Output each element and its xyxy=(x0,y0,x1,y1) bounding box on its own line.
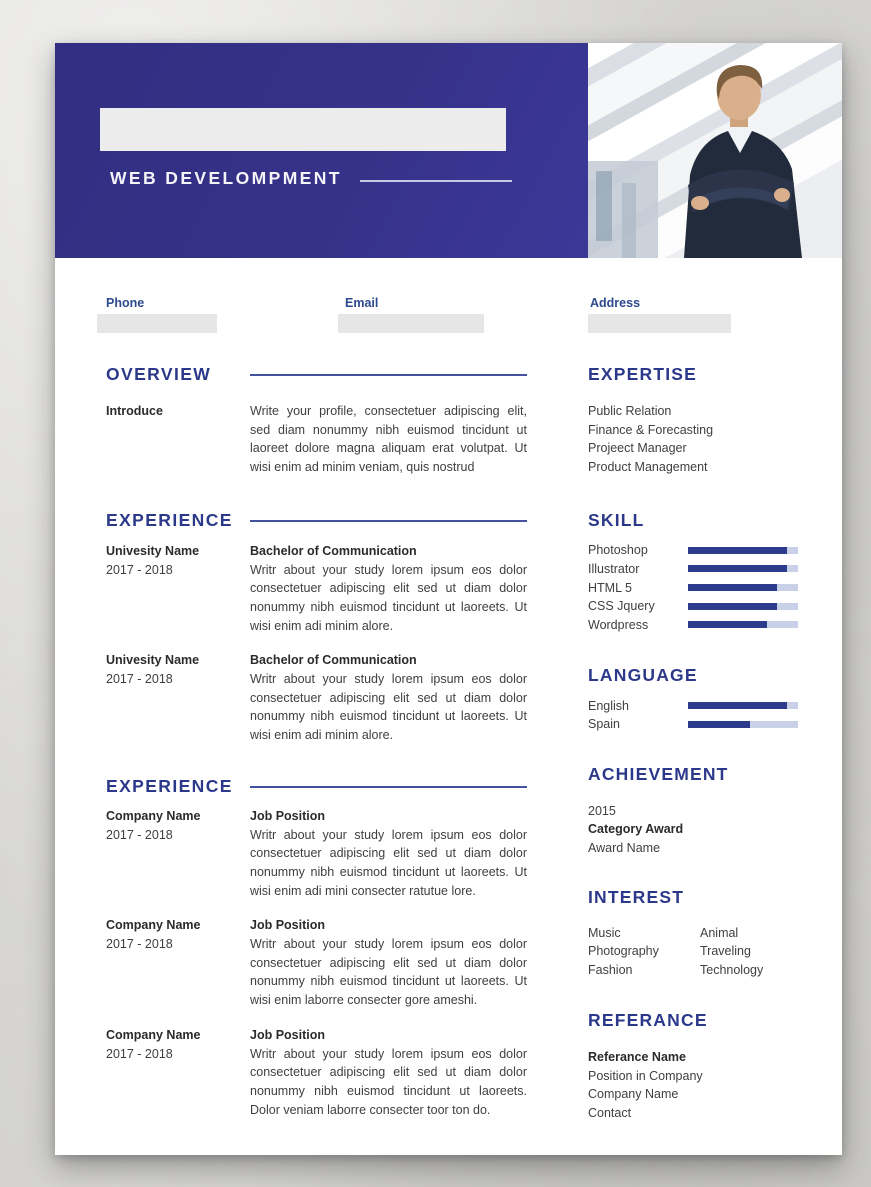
overview-text: Write your profile, consectetuer adipiscing elit, sed diam nonummy nibh euismod tincidunt ut laoreet dolore magna aliquam erat volutpat. Ut wisi enim ad minim veniam, quis nostrud xyxy=(250,404,527,475)
language-bar xyxy=(688,721,798,728)
contact-phone xyxy=(97,296,217,333)
interest-title: INTEREST xyxy=(588,886,685,907)
work-entry xyxy=(106,807,527,901)
org-name: Univesity Name xyxy=(106,543,200,558)
skill-bar xyxy=(688,584,798,591)
profile-photo xyxy=(588,43,842,258)
entry-dates: 2017 - 2018 xyxy=(106,672,173,687)
overview-title: OVERVIEW xyxy=(106,364,212,384)
language-bar-fill xyxy=(688,702,787,709)
job-title: Job Position xyxy=(250,918,325,933)
org-name: Company Name xyxy=(106,1027,201,1042)
referance-title: REFERANCE xyxy=(588,1009,708,1030)
interest-item: Technology xyxy=(700,963,764,978)
interest-item: Animal xyxy=(700,925,739,940)
job-title: Job Position xyxy=(250,1027,325,1042)
skill-label: Illustrator xyxy=(588,561,640,576)
interest-item: Fashion xyxy=(588,963,633,978)
entry-dates: 2017 - 2018 xyxy=(106,562,173,577)
interest-item: Music xyxy=(588,925,621,940)
referance-company: Company Name xyxy=(588,1087,679,1102)
expertise-list xyxy=(588,402,798,477)
education-entry xyxy=(106,542,527,636)
org-name: Univesity Name xyxy=(106,653,200,668)
name-placeholder xyxy=(100,108,506,151)
referance-block xyxy=(588,1048,798,1123)
skill-bar-fill xyxy=(688,584,777,591)
header-banner xyxy=(55,43,588,258)
email-label: Email xyxy=(345,296,379,310)
interest-item: Traveling xyxy=(700,944,751,959)
language-title: LANGUAGE xyxy=(588,665,698,686)
email-value-redacted xyxy=(338,314,484,333)
phone-label: Phone xyxy=(106,296,145,310)
degree-title: Bachelor of Communication xyxy=(250,653,417,668)
language-label: Spain xyxy=(588,717,620,732)
entry-text: Writr about your study lorem ipsum eos dolor consectetuer adipiscing elit sed ut diam dolor nonummy nibh euismod tincidunt ut laoreets. Ut wisi enim adi minim alore. xyxy=(250,672,527,743)
language-label: English xyxy=(588,698,629,713)
entry-text: Writr about your study lorem ipsum eos dolor consectetuer adipiscing elit sed ut diam dolor nonummy nibh euismod tincidunt ut laoreets. Ut wisi enim adi mini consecter ratutue lore. xyxy=(250,827,527,898)
section-rule xyxy=(250,374,527,376)
language-bar-fill xyxy=(688,721,750,728)
education-title: EXPERIENCE xyxy=(106,509,233,530)
skill-bar xyxy=(688,603,798,610)
address-label: Address xyxy=(590,296,641,310)
skill-title: SKILL xyxy=(588,509,645,530)
work-title: EXPERIENCE xyxy=(106,775,233,796)
skill-bar xyxy=(688,565,798,572)
skill-label: HTML 5 xyxy=(588,580,632,595)
title-underline xyxy=(360,180,512,182)
section-rule xyxy=(250,786,527,788)
address-value-redacted xyxy=(588,314,731,333)
page-title: WEB DEVELOMPMENT xyxy=(110,168,342,188)
skill-label: CSS Jquery xyxy=(588,599,655,614)
skill-row xyxy=(588,541,798,560)
skill-row xyxy=(588,578,798,597)
expertise-item: Product Management xyxy=(588,460,708,475)
skill-row xyxy=(588,616,798,635)
language-list xyxy=(588,696,798,733)
achievement-year: 2015 xyxy=(588,803,616,818)
resume-page xyxy=(55,43,842,1155)
sidebar-column xyxy=(588,363,798,1123)
work-section-header xyxy=(106,775,527,797)
job-title: Job Position xyxy=(250,808,325,823)
education-entry xyxy=(106,651,527,745)
header-title-row xyxy=(110,168,512,189)
entry-dates: 2017 - 2018 xyxy=(106,937,173,952)
skill-label: Wordpress xyxy=(588,617,649,632)
skill-bar xyxy=(688,621,798,628)
header xyxy=(55,43,842,258)
skill-bar-fill xyxy=(688,547,787,554)
referance-name: Referance Name xyxy=(588,1049,686,1064)
language-bar xyxy=(688,702,798,709)
referance-contact: Contact xyxy=(588,1105,632,1120)
work-entry xyxy=(106,916,527,1010)
overview-section-header xyxy=(106,363,527,385)
entry-dates: 2017 - 2018 xyxy=(106,827,173,842)
skill-list xyxy=(588,541,798,634)
education-section-header xyxy=(106,509,527,531)
expertise-item: Projeect Manager xyxy=(588,441,687,456)
org-name: Company Name xyxy=(106,918,201,933)
skill-bar-fill xyxy=(688,621,767,628)
achievement-award: Award Name xyxy=(588,841,661,856)
entry-text: Writr about your study lorem ipsum eos dolor consectetuer adipiscing elit sed ut diam dolor nonummy nibh euismod tincidunt ut laoreets. Ut wisi enim laborre consecter gore ameshi. xyxy=(250,937,527,1008)
entry-text: Writr about your study lorem ipsum eos dolor consectetuer adipiscing elit sed ut diam dolor nonummy nibh euismod tincidunt ut laoreets. Dolor veniam laborre consecter toor ton do. xyxy=(250,1046,527,1117)
language-row xyxy=(588,715,798,734)
work-entry xyxy=(106,1026,527,1120)
section-rule xyxy=(250,520,527,522)
achievement-block xyxy=(588,802,798,858)
overview-row xyxy=(106,402,527,477)
phone-value-redacted xyxy=(97,314,217,333)
referance-position: Position in Company xyxy=(588,1068,703,1083)
skill-row xyxy=(588,560,798,579)
skill-row xyxy=(588,597,798,616)
achievement-category: Category Award xyxy=(588,822,684,837)
org-name: Company Name xyxy=(106,808,201,823)
introduce-label: Introduce xyxy=(106,404,163,418)
interest-list xyxy=(588,924,798,980)
skill-bar-fill xyxy=(688,565,787,572)
expertise-item: Public Relation xyxy=(588,404,672,418)
expertise-title: EXPERTISE xyxy=(588,364,698,384)
expertise-item: Finance & Forecasting xyxy=(588,422,714,437)
skill-bar xyxy=(688,547,798,554)
entry-dates: 2017 - 2018 xyxy=(106,1046,173,1061)
main-column xyxy=(106,363,527,1119)
skill-label: Photoshop xyxy=(588,543,648,558)
achievement-title: ACHIEVEMENT xyxy=(588,763,729,784)
degree-title: Bachelor of Communication xyxy=(250,543,417,558)
skill-bar-fill xyxy=(688,603,777,610)
language-row xyxy=(588,696,798,715)
interest-item: Photography xyxy=(588,944,659,959)
contact-address xyxy=(588,296,731,333)
entry-text: Writr about your study lorem ipsum eos dolor consectetuer adipiscing elit sed ut diam dolor nonummy nibh euismod tincidunt ut laoreets. Ut wisi enim adi minim alore. xyxy=(250,562,527,633)
contact-email xyxy=(338,296,484,333)
